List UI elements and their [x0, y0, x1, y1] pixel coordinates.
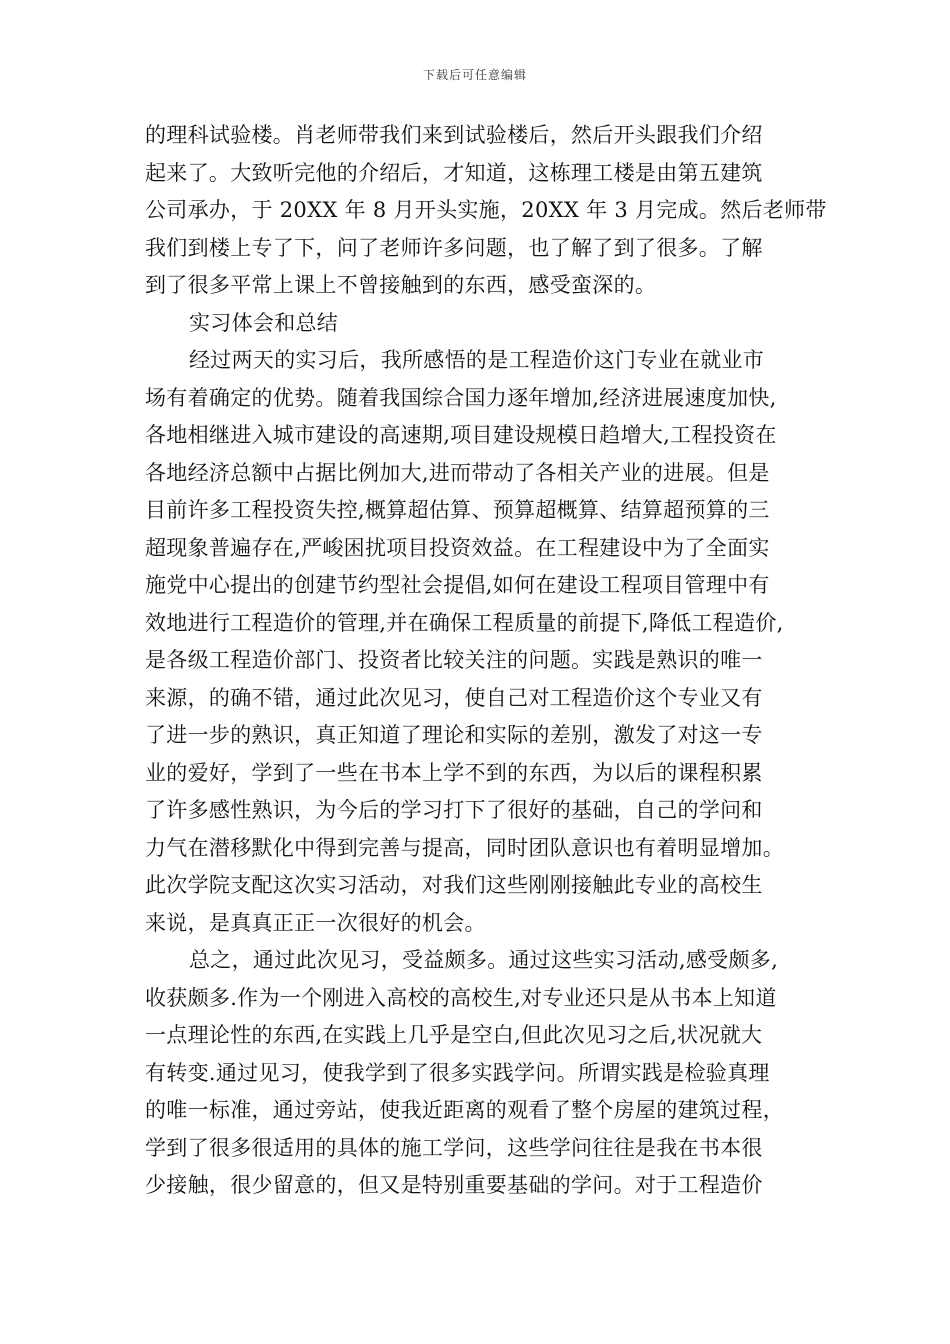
text-line: 的理科试验楼。肖老师带我们来到试验楼后，然后开头跟我们介绍: [145, 123, 763, 147]
text-line: 公司承办，于 20XX 年 8 月开头实施，20XX 年 3 月完成。然后老师带: [145, 198, 827, 222]
text-line: 的唯一标准，通过旁站，使我近距离的观看了整个房屋的建筑过程，: [145, 1098, 784, 1122]
text-line: 到了很多平常上课上不曾接触到的东西，感受蛮深的。: [145, 273, 657, 297]
text-line: 此次学院支配这次实习活动，对我们这些刚刚接触此专业的高校生: [145, 873, 763, 897]
page-header: 下载后可任意编辑: [422, 68, 527, 82]
text-line: 力气在潜移默化中得到完善与提高，同时团队意识也有着明显增加。: [145, 835, 784, 860]
text-line: 经过两天的实习后，我所感悟的是工程造价这门专业在就业市: [189, 348, 765, 372]
text-line: 少接触，很少留意的，但又是特别重要基础的学问。对于工程造价: [145, 1173, 763, 1197]
document-body: [145, 117, 827, 1205]
text-line: 来源，的确不错，通过此次见习，使自己对工程造价这个专业又有: [145, 685, 763, 710]
text-line: 各地经济总额中占据比例加大,进而带动了各相关产业的进展。但是: [145, 460, 770, 485]
text-line: 实习体会和总结: [189, 310, 339, 335]
text-line: 场有着确定的优势。随着我国综合国力逐年增加,经济进展速度加快,: [145, 385, 777, 410]
text-line: 目前许多工程投资失控,概算超估算、预算超概算、结算超预算的三: [145, 498, 770, 522]
text-line: 施党中心提出的创建节约型社会提倡,如何在建设工程项目管理中有: [145, 573, 770, 597]
text-line: 效地进行工程造价的管理,并在确保工程质量的前提下,降低工程造价,: [145, 610, 784, 635]
text-line: 是各级工程造价部门、投资者比较关注的问题。实践是熟识的唯一: [145, 648, 763, 672]
text-line: 起来了。大致听完他的介绍后，才知道，这栋理工楼是由第五建筑: [145, 160, 763, 185]
text-line: 我们到楼上专了下，问了老师许多问题，也了解了到了很多。了解: [145, 235, 763, 260]
text-line: 业的爱好，学到了一些在书本上学不到的东西，为以后的课程积累: [145, 760, 763, 785]
text-line: 学到了很多很适用的具体的施工学问，这些学问往往是我在书本很: [145, 1135, 763, 1160]
text-line: 了进一步的熟识，真正知道了理论和实际的差别，激发了对这一专: [145, 723, 763, 747]
text-line: 有转变.通过见习，使我学到了很多实践学问。所谓实践是检验真理: [145, 1060, 770, 1085]
text-line: 超现象普遍存在,严峻困扰项目投资效益。在工程建设中为了全面实: [145, 535, 770, 560]
text-line: 一点理论性的东西,在实践上几乎是空白,但此次见习之后,状况就大: [145, 1023, 763, 1047]
text-line: 来说，是真真正正一次很好的机会。: [145, 910, 486, 935]
text-line: 各地相继进入城市建设的高速期,项目建设规模日趋增大,工程投资在: [145, 423, 777, 447]
text-line: 了许多感性熟识，为今后的学习打下了很好的基础，自己的学问和: [145, 798, 763, 822]
text-line: 总之，通过此次见习，受益颇多。通过这些实习活动,感受颇多,: [189, 948, 779, 972]
text-line: 收获颇多.作为一个刚进入高校的高校生,对专业还只是从书本上知道: [145, 985, 777, 1010]
